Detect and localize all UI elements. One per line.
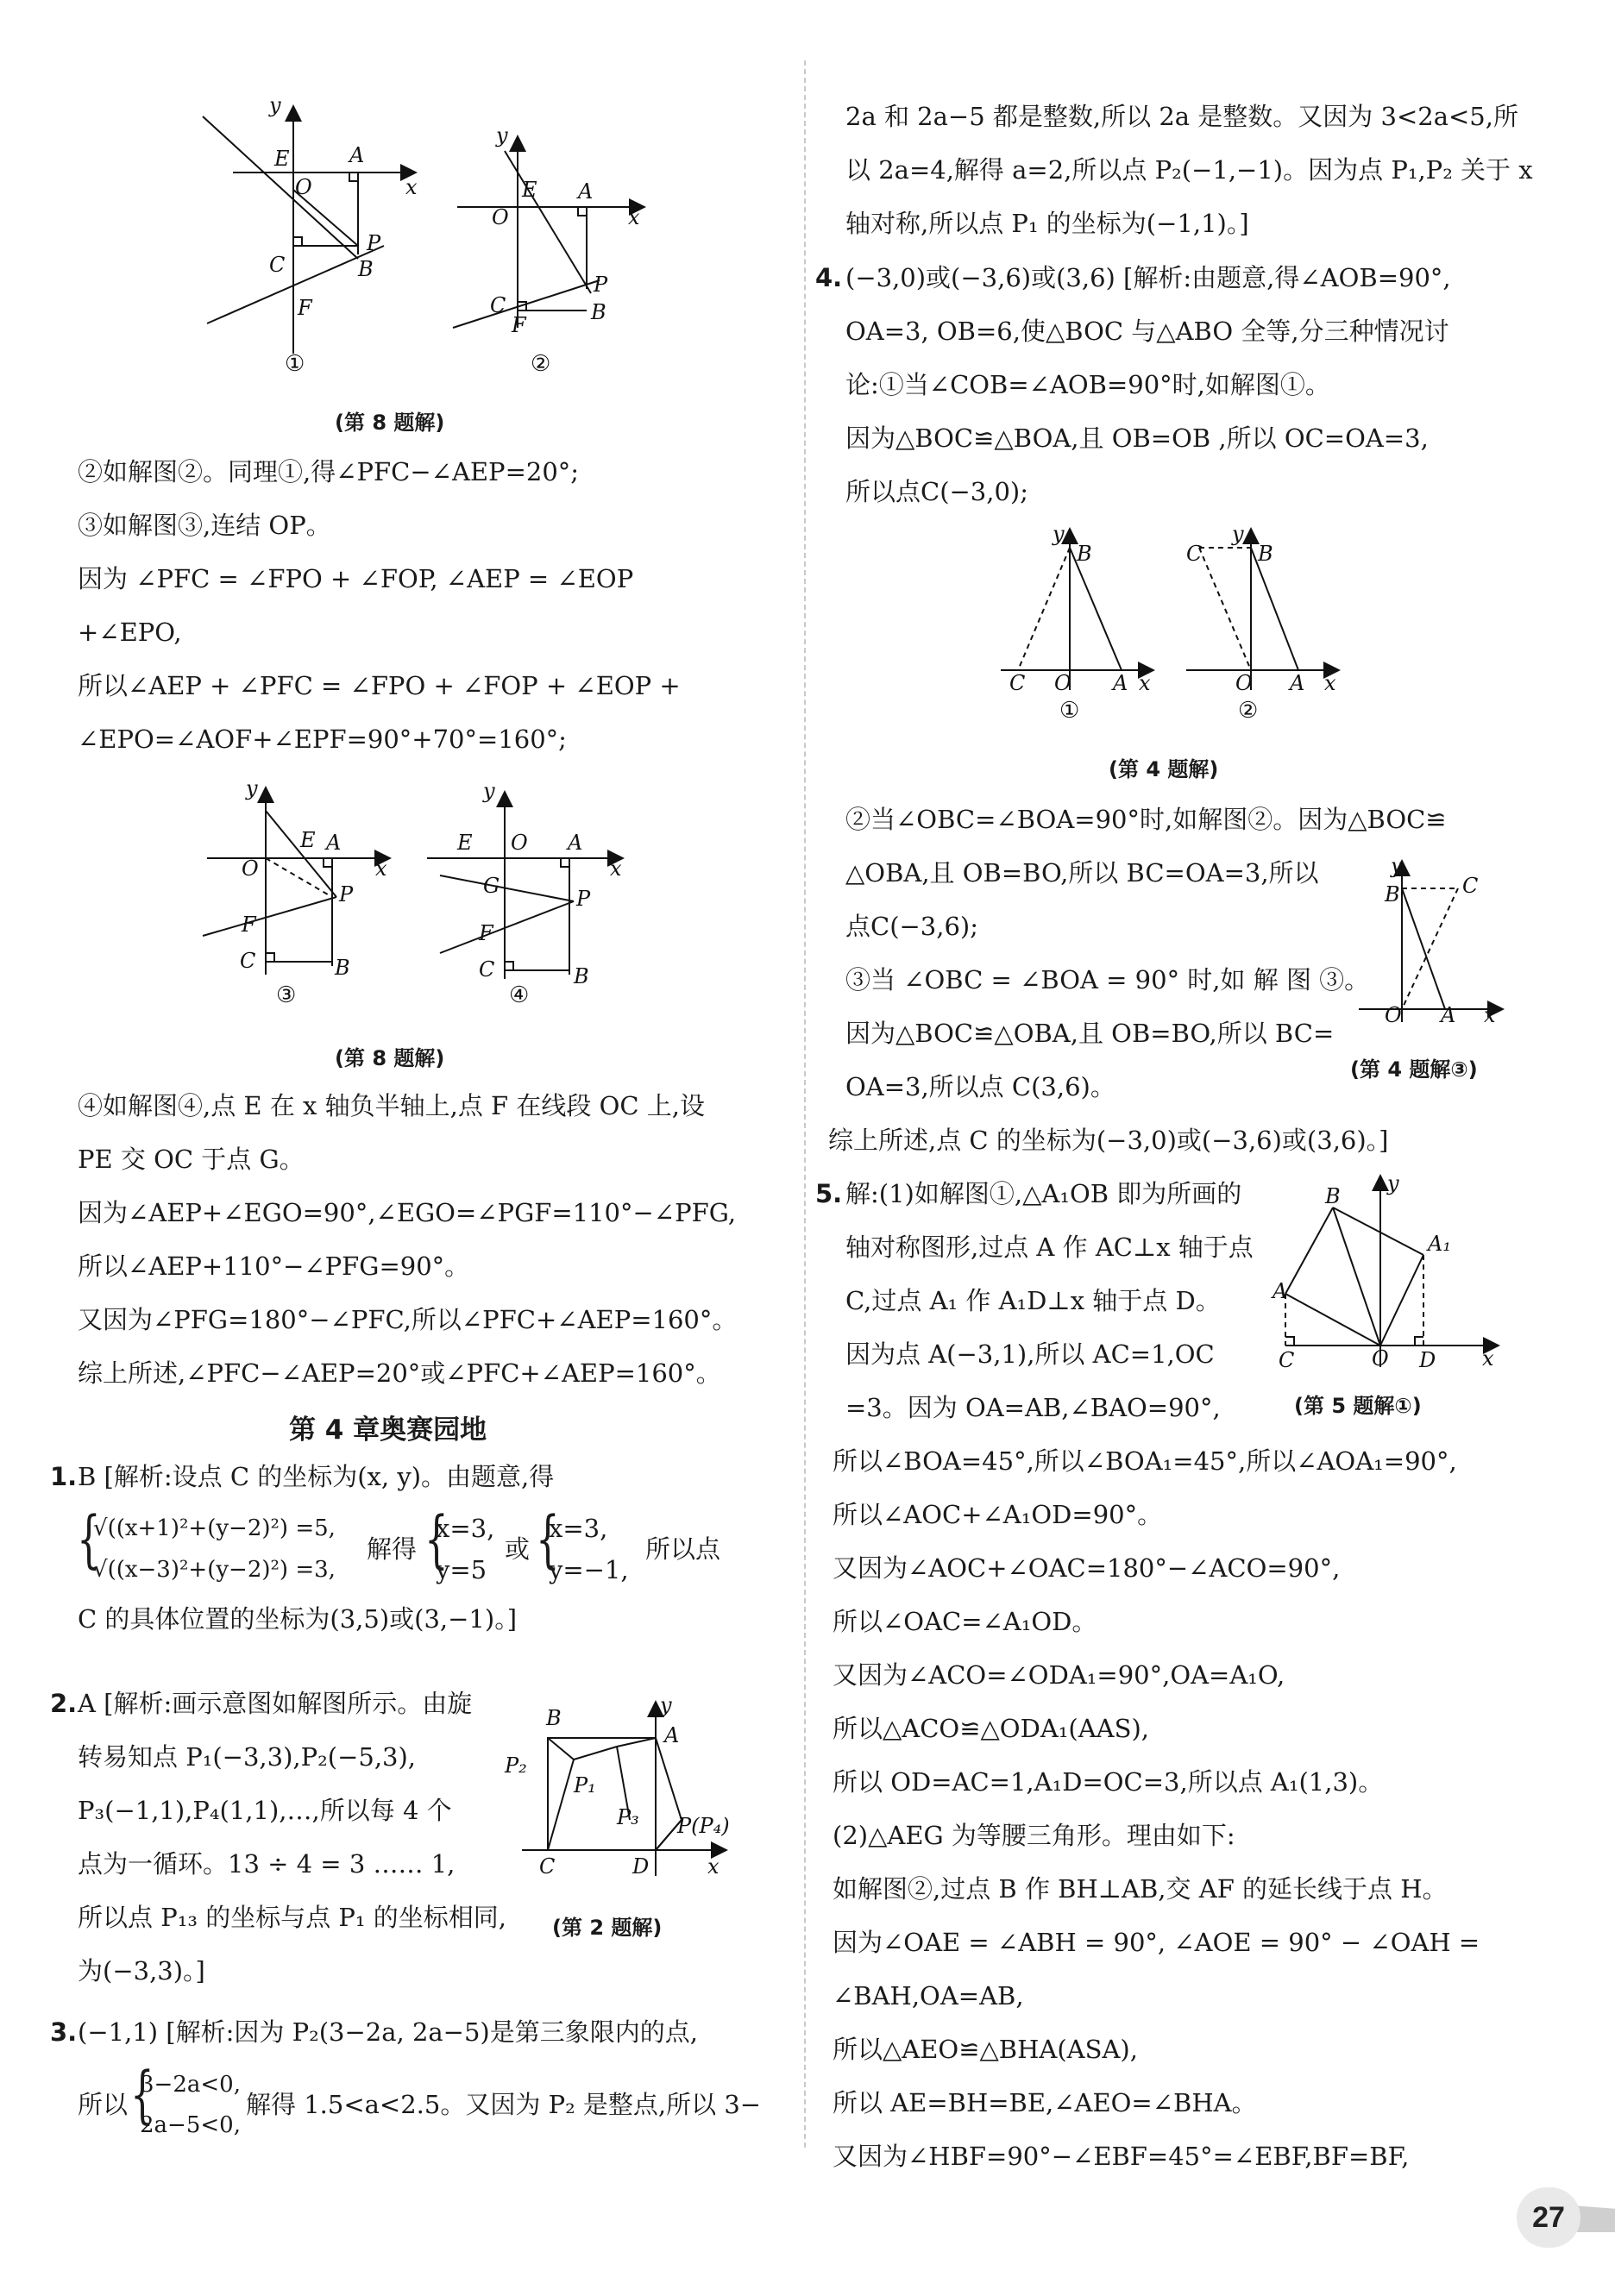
svg-text:A: A: [568, 831, 583, 855]
figure-4-3-caption: (第 4 题解③): [1350, 1057, 1478, 1082]
question-number: 2.: [50, 1689, 78, 1718]
q1-solution: y=−1,: [549, 1555, 629, 1584]
left-para: ②如解图②。同理①,得∠PFC−∠AEP=20°;: [78, 457, 580, 486]
svg-text:x: x: [405, 175, 418, 199]
svg-text:C: C: [490, 293, 506, 317]
figure-8-caption-bottom: (第 8 题解): [335, 1046, 445, 1070]
svg-text:A: A: [1441, 1003, 1456, 1026]
figure-8-bottom: [181, 776, 664, 1018]
svg-text:x: x: [1324, 671, 1336, 695]
q1-text: C 的具体位置的坐标为(3,5)或(3,−1)。]: [78, 1604, 518, 1634]
q1-text: 所以点: [645, 1534, 721, 1564]
q4-text: 论:①当∠COB=∠AOB=90°时,如解图①。: [845, 370, 1330, 399]
svg-text:x: x: [1484, 1003, 1496, 1026]
svg-text:①: ①: [1059, 698, 1080, 724]
q2-text: 转易知点 P₁(−3,3),P₂(−5,3),: [78, 1742, 417, 1772]
svg-text:P₃: P₃: [617, 1805, 639, 1829]
svg-text:x: x: [1482, 1346, 1494, 1371]
q4-text: 因为△BOC≌△OBA,且 OB=BO,所以 BC=: [845, 1019, 1335, 1048]
q3-text: 所以: [78, 2090, 129, 2119]
q4-text: ②当∠OBC=∠BOA=90°时,如解图②。因为△BOC≌: [845, 805, 1447, 834]
q5-text: 如解图②,过点 B 作 BH⊥AB,交 AF 的延长线于点 H。: [833, 1874, 1448, 1904]
svg-text:y: y: [269, 95, 281, 117]
question-number: 5.: [815, 1179, 843, 1208]
svg-text:①: ①: [285, 351, 305, 377]
svg-text:②: ②: [1238, 698, 1259, 724]
svg-text:B: B: [358, 257, 374, 281]
left-para: ∠EPO=∠AOF+∠EPF=90°+70°=160°;: [78, 725, 567, 754]
q5-text: 所以 AE=BH=BE,∠AEO=∠BHA。: [833, 2088, 1257, 2117]
svg-text:C: C: [1009, 671, 1026, 695]
svg-text:B: B: [335, 956, 350, 980]
svg-text:C: C: [539, 1854, 556, 1879]
figure-2-caption: (第 2 题解): [552, 1916, 663, 1940]
svg-text:A: A: [326, 831, 342, 855]
svg-text:y: y: [1053, 522, 1065, 546]
q4-text: 因为△BOC≌△BOA,且 OB=OB ,所以 OC=OA=3,: [845, 423, 1429, 453]
left-para: +∠EPO,: [78, 618, 182, 647]
figure-8-caption-top: (第 8 题解): [335, 411, 445, 435]
svg-text:②: ②: [531, 351, 551, 377]
svg-text:P₁: P₁: [574, 1773, 596, 1797]
right-para: 2a 和 2a−5 都是整数,所以 2a 是整数。又因为 3<2a<5,所: [845, 102, 1518, 131]
figure-4-3: [1354, 854, 1510, 1026]
left-para: 因为∠AEP+∠EGO=90°,∠EGO=∠PGF=110°−∠PFG,: [78, 1198, 737, 1227]
q5-text: 解:(1)如解图①,△A₁OB 即为所画的: [845, 1179, 1242, 1208]
left-para: 所以∠AEP+110°−∠PFG=90°。: [78, 1252, 470, 1281]
left-para: 综上所述,∠PFC−∠AEP=20°或∠PFC+∠AEP=160°。: [78, 1358, 721, 1388]
figure-4: [992, 522, 1354, 729]
svg-text:F: F: [479, 921, 493, 945]
q5-text: 所以△ACO≌△ODA₁(AAS),: [833, 1714, 1150, 1743]
q5-text: 轴对称图形,过点 A 作 AC⊥x 轴于点: [845, 1233, 1254, 1262]
svg-text:B: B: [1385, 882, 1400, 906]
column-divider: [804, 60, 806, 2148]
figure-5-1-caption: (第 5 题解①): [1294, 1394, 1422, 1418]
svg-text:P₂: P₂: [505, 1753, 527, 1778]
brace: {: [424, 1502, 449, 1575]
svg-text:x: x: [610, 856, 622, 881]
svg-text:y: y: [483, 779, 495, 803]
right-para: 轴对称,所以点 P₁ 的坐标为(−1,1)。]: [845, 209, 1249, 238]
svg-text:F: F: [512, 313, 526, 337]
svg-text:F: F: [242, 913, 256, 937]
left-para: 因为 ∠PFC = ∠FPO + ∠FOP, ∠AEP = ∠EOP: [78, 564, 634, 593]
svg-text:B: B: [1077, 542, 1092, 566]
svg-text:y: y: [246, 776, 258, 800]
q4-text: (−3,0)或(−3,6)或(3,6) [解析:由题意,得∠AOB=90°,: [845, 263, 1451, 292]
q1-text: 解得: [367, 1534, 418, 1564]
svg-text:F: F: [298, 296, 312, 320]
q5-text: 所以△AEO≌△BHA(ASA),: [833, 2035, 1138, 2064]
svg-text:E: E: [522, 178, 537, 202]
svg-text:B: B: [546, 1706, 562, 1730]
svg-text:C: C: [479, 957, 495, 982]
svg-text:G: G: [483, 874, 500, 898]
figure-5-1: [1268, 1169, 1510, 1393]
q2-text: 所以点 P₁₃ 的坐标与点 P₁ 的坐标相同,: [78, 1903, 506, 1932]
question-number: 1.: [50, 1462, 78, 1491]
left-para: 又因为∠PFG=180°−∠PFC,所以∠PFC+∠AEP=160°。: [78, 1305, 738, 1334]
svg-text:y: y: [1232, 522, 1244, 546]
svg-text:O: O: [1054, 671, 1071, 695]
svg-text:B: B: [1325, 1184, 1341, 1208]
svg-text:B: B: [591, 300, 606, 324]
svg-text:x: x: [707, 1854, 720, 1879]
q5-text: 所以∠OAC=∠A₁OD。: [833, 1607, 1097, 1636]
figure-8-top: [173, 95, 690, 380]
q1-equation: √((x−3)²+(y−2)²) =3,: [93, 1557, 336, 1583]
brace: {: [536, 1502, 560, 1575]
svg-text:O: O: [492, 205, 509, 229]
q5-text: 又因为∠AOC+∠OAC=180°−∠ACO=90°,: [833, 1553, 1341, 1583]
question-number: 3.: [50, 2017, 78, 2047]
q2-text: 为(−3,3)。]: [78, 1956, 205, 1985]
q1-solution: x=3,: [549, 1514, 608, 1543]
svg-text:E: E: [274, 147, 290, 171]
left-para: 所以∠AEP + ∠PFC = ∠FPO + ∠FOP + ∠EOP +: [78, 671, 681, 700]
figure-4-caption: (第 4 题解): [1109, 757, 1219, 781]
svg-text:D: D: [1419, 1348, 1436, 1372]
q2-text: A [解析:画示意图如解图所示。由旋: [78, 1689, 473, 1718]
svg-text:A: A: [1290, 671, 1305, 695]
q1-text: 或: [505, 1534, 531, 1564]
q4-text: ③当 ∠OBC = ∠BOA = 90° 时,如 解 图 ③。: [845, 965, 1370, 994]
svg-text:O: O: [1372, 1346, 1389, 1371]
svg-text:E: E: [300, 828, 316, 852]
q5-text: 所以∠BOA=45°,所以∠BOA₁=45°,所以∠AOA₁=90°,: [833, 1446, 1457, 1476]
svg-text:P: P: [339, 882, 354, 906]
svg-text:C: C: [240, 949, 256, 973]
q2-text: P₃(−1,1),P₄(1,1),…,所以每 4 个: [78, 1796, 452, 1825]
svg-text:A: A: [664, 1723, 680, 1747]
svg-text:y: y: [496, 123, 508, 147]
svg-text:P: P: [594, 273, 608, 297]
svg-text:A: A: [349, 143, 365, 167]
q3-text: (−1,1) [解析:因为 P₂(3−2a, 2a−5)是第三象限内的点,: [78, 2017, 698, 2047]
q5-text: 因为∠OAE = ∠ABH = 90°, ∠AOE = 90° − ∠OAH =: [833, 1928, 1480, 1957]
q1-equation: √((x+1)²+(y−2)²) =5,: [93, 1515, 336, 1541]
brace: {: [77, 1502, 101, 1575]
svg-text:A: A: [1273, 1279, 1288, 1303]
svg-text:④: ④: [509, 982, 530, 1008]
q5-text: ∠BAH,OA=AB,: [833, 1981, 1024, 2011]
q5-text: 所以 OD=AC=1,A₁D=OC=3,所以点 A₁(1,3)。: [833, 1767, 1384, 1797]
svg-text:P: P: [367, 231, 381, 255]
q2-text: 点为一循环。13 ÷ 4 = 3 …… 1,: [78, 1849, 456, 1879]
svg-text:O: O: [1385, 1003, 1402, 1026]
q3-text: 解得 1.5<a<2.5。又因为 P₂ 是整点,所以 3−: [246, 2090, 762, 2119]
right-para: 以 2a=4,解得 a=2,所以点 P₂(−1,−1)。因为点 P₁,P₂ 关于 x: [845, 155, 1533, 185]
svg-text:x: x: [375, 856, 387, 881]
svg-text:x: x: [1139, 671, 1151, 695]
q1-solution: x=3,: [436, 1514, 495, 1543]
q5-text: 所以∠AOC+∠A₁OD=90°。: [833, 1500, 1163, 1529]
figure-2: [496, 1691, 755, 1889]
svg-text:O: O: [242, 856, 259, 881]
svg-text:A₁: A₁: [1428, 1232, 1451, 1256]
svg-text:A: A: [1113, 671, 1128, 695]
q5-text: 又因为∠ACO=∠ODA₁=90°,OA=A₁O,: [833, 1660, 1285, 1690]
q5-text: 因为点 A(−3,1),所以 AC=1,OC: [845, 1339, 1215, 1369]
svg-text:C: C: [1462, 874, 1479, 898]
svg-text:x: x: [628, 205, 640, 229]
q4-text: 点C(−3,6);: [845, 912, 979, 941]
svg-text:③: ③: [276, 982, 297, 1008]
q3-condition: 3−2a<0,: [140, 2072, 241, 2098]
left-para: ③如解图③,连结 OP。: [78, 511, 331, 540]
section-title: 第 4 章奥赛园地: [289, 1415, 487, 1446]
q5-text: C,过点 A₁ 作 A₁D⊥x 轴于点 D。: [845, 1286, 1221, 1315]
svg-text:y: y: [660, 1693, 672, 1717]
svg-text:A: A: [578, 179, 594, 204]
svg-text:C: C: [1279, 1348, 1295, 1372]
svg-text:O: O: [1235, 671, 1253, 695]
svg-text:B: B: [1258, 542, 1273, 566]
svg-text:C: C: [269, 253, 286, 277]
svg-text:D: D: [632, 1854, 650, 1879]
q1-text: B [解析:设点 C 的坐标为(x, y)。由题意,得: [78, 1462, 555, 1491]
svg-text:E: E: [457, 831, 473, 855]
svg-text:O: O: [295, 175, 312, 199]
q4-text: OA=3,所以点 C(3,6)。: [845, 1072, 1115, 1101]
question-number: 4.: [815, 263, 843, 292]
svg-text:y: y: [1391, 854, 1403, 878]
q4-text: OA=3, OB=6,使△BOC 与△ABO 全等,分三种情况讨: [845, 317, 1449, 346]
svg-text:y: y: [1387, 1171, 1399, 1195]
svg-text:B: B: [574, 964, 589, 988]
svg-text:C: C: [1186, 542, 1203, 566]
q4-text: 所以点C(−3,0);: [845, 477, 1029, 506]
svg-text:O: O: [511, 831, 528, 855]
svg-text:P(P₄): P(P₄): [677, 1814, 730, 1838]
q4-text: 综上所述,点 C 的坐标为(−3,0)或(−3,6)或(3,6)。]: [828, 1126, 1389, 1155]
svg-text:P: P: [576, 887, 591, 911]
q5-text: =3。因为 OA=AB,∠BAO=90°,: [845, 1393, 1221, 1422]
brace: {: [130, 2058, 154, 2130]
q5-text: 又因为∠HBF=90°−∠EBF=45°=∠EBF,BF=BF,: [833, 2142, 1410, 2171]
left-para: PE 交 OC 于点 G。: [78, 1145, 305, 1174]
left-para: ④如解图④,点 E 在 x 轴负半轴上,点 F 在线段 OC 上,设: [78, 1091, 706, 1120]
q5-text: (2)△AEG 为等腰三角形。理由如下:: [833, 1821, 1235, 1850]
q3-condition: 2a−5<0,: [140, 2112, 241, 2138]
q4-text: △OBA,且 OB=BO,所以 BC=OA=3,所以: [845, 858, 1319, 888]
q1-solution: y=5: [436, 1555, 487, 1584]
page-number: 27: [1517, 2187, 1580, 2248]
